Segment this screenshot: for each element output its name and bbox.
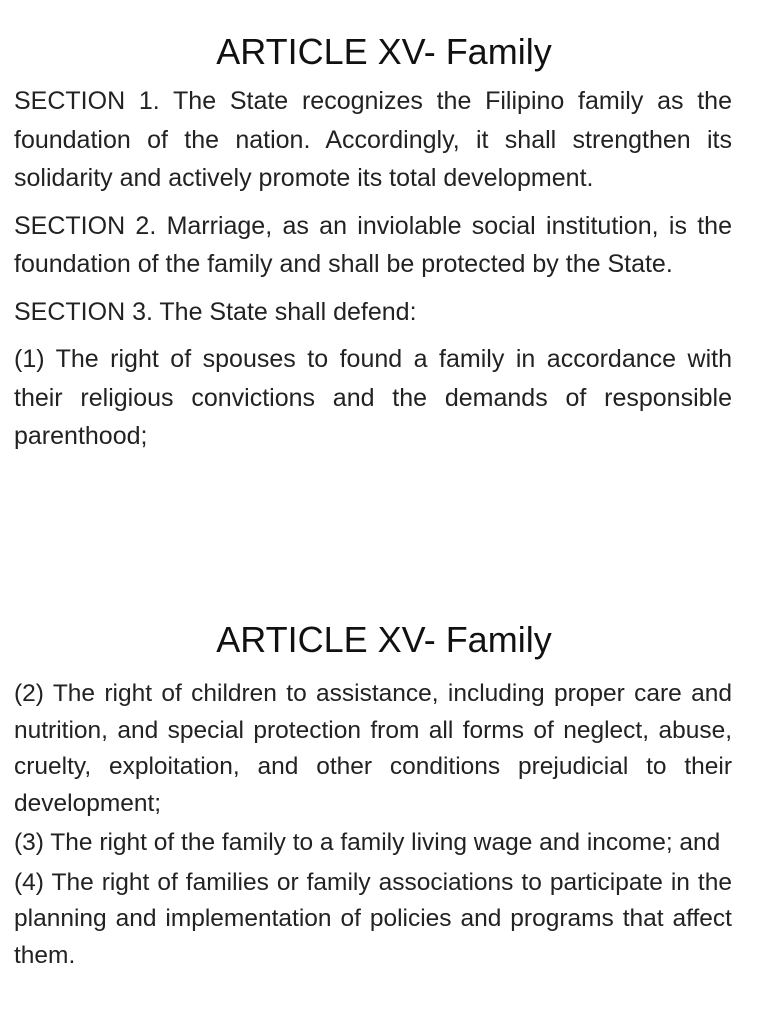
section-2-paragraph: SECTION 2. Marriage, as an inviolable social institution, is the foundation of the family and shall be protected by the State. <box>14 211 732 278</box>
clause-4-paragraph: (4) The right of families or family associations to participate in the planning and implementation of policies and programs that affect them. <box>14 868 732 969</box>
slide-2 <box>0 618 768 977</box>
section-1-paragraph: SECTION 1. The State recognizes the Filipino family as the foundation of the nation. Accordingly, it shall strengthen its solidarity and actively promote its total development. <box>14 87 732 192</box>
slide-1 <box>0 30 768 465</box>
clause-3-paragraph: (3) The right of the family to a family living wage and income; and <box>14 829 721 856</box>
clause-2-paragraph: (2) The right of children to assistance, including proper care and nutrition, and special protection from all forms of neglect, abuse, cruelty, exploitation, and other conditions prejudicial to their development; <box>14 680 732 817</box>
section-3-paragraph: SECTION 3. The State shall defend: <box>14 297 417 326</box>
clause-1-paragraph: (1) The right of spouses to found a family in accordance with their religious convictions and the demands of responsible parenthood; <box>14 345 732 450</box>
slide-title: ARTICLE XV- Family <box>216 31 552 72</box>
slide-title: ARTICLE XV- Family <box>216 619 552 660</box>
